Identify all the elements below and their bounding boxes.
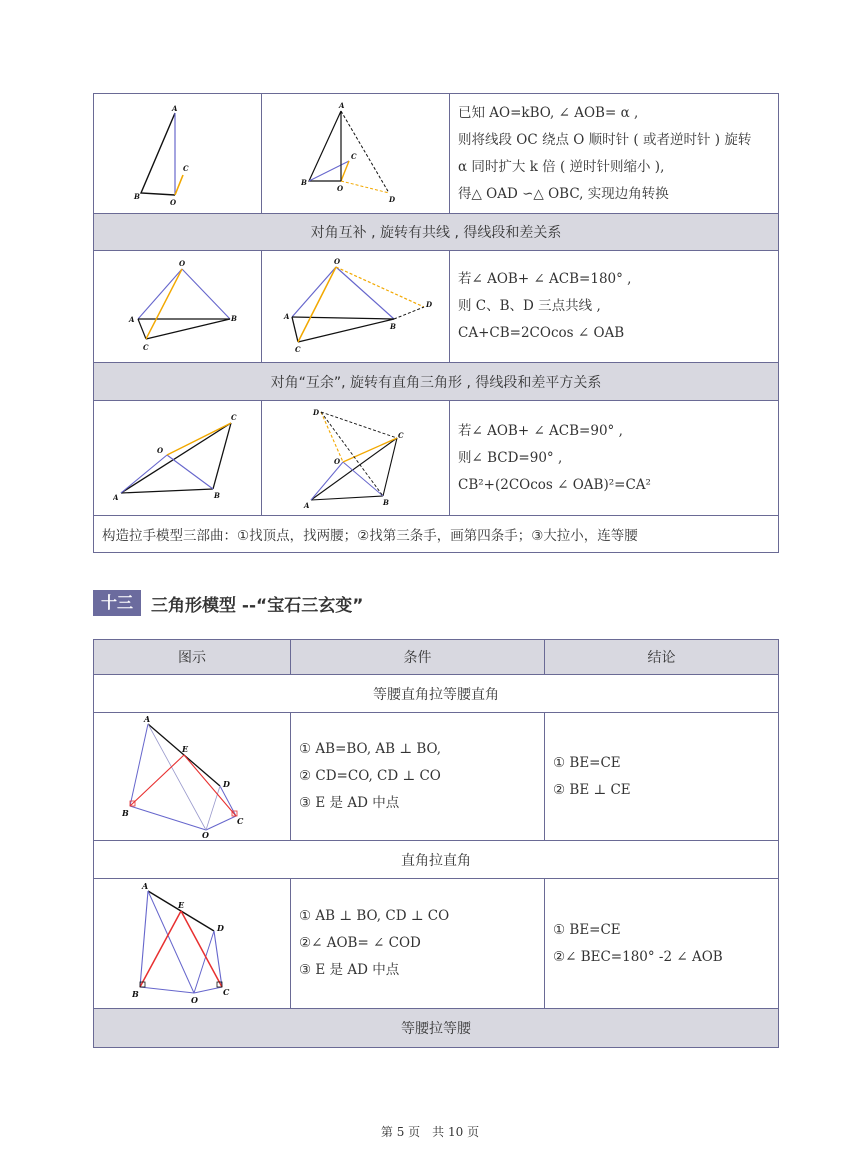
table-row: [94, 94, 779, 214]
column-header-conditions: 条件: [291, 640, 545, 675]
label-a: A: [128, 315, 134, 324]
text-line: 已知 AO=kBO, ∠ AOB= α ,: [458, 104, 639, 121]
conclusions-cell: [545, 713, 779, 841]
label-b: B: [132, 989, 139, 999]
label-d: D: [312, 407, 319, 417]
condition-line: ②∠ AOB= ∠ COD: [299, 935, 421, 951]
description-cell: [450, 251, 779, 363]
label-b: B: [389, 321, 396, 331]
figure-complementary-b: [276, 257, 436, 357]
label-o: O: [333, 256, 340, 266]
section-heading: [93, 590, 363, 616]
description-cell: [450, 94, 779, 214]
label-o: O: [178, 259, 185, 268]
figure-isosceles-right: [122, 714, 262, 839]
table-row: [94, 713, 779, 841]
table-row: [94, 251, 779, 363]
label-a: A: [171, 103, 177, 113]
page-number: 第 5 页 共 10 页: [380, 1125, 480, 1139]
text-line: 若∠ AOB+ ∠ ACB=180° ,: [458, 271, 632, 287]
figure-complementary90-a: [113, 411, 243, 506]
figure-rotation-1b: [301, 99, 411, 209]
section-header-isosceles-right: 等腰直角拉等腰直角: [94, 675, 779, 713]
label-b: B: [382, 497, 389, 507]
label-a: A: [303, 500, 309, 510]
label-c: C: [237, 816, 244, 826]
table-section-header: [94, 675, 779, 713]
figure-cell: [262, 251, 450, 363]
figure-complementary90-b: [301, 406, 411, 511]
table-row: [94, 516, 779, 553]
conclusion-line: ① BE=CE: [553, 921, 621, 938]
figure-cell: [94, 94, 262, 214]
label-b: B: [300, 177, 307, 187]
label-a: A: [142, 881, 149, 891]
figure-cell: [262, 94, 450, 214]
label-o: O: [191, 995, 198, 1005]
section-header-right-angle: 直角拉直角: [94, 841, 779, 879]
figure-cell: [262, 401, 450, 516]
section-header-complementary: 对角互补 , 旋转有共线 , 得线段和差关系: [94, 214, 779, 251]
conclusion-line: ① BE=CE: [553, 754, 621, 771]
figure-complementary-a: [118, 259, 238, 354]
text-line: CB²+(2COcos ∠ OAB)²=CA²: [458, 476, 651, 493]
label-a: A: [144, 714, 151, 724]
label-e: E: [178, 900, 185, 910]
section-number-badge: 十三: [93, 590, 141, 616]
table-header-row: [94, 640, 779, 675]
conditions-cell: [291, 879, 545, 1009]
conditions-cell: [291, 713, 545, 841]
figure-rotation-1a: [133, 99, 223, 209]
condition-line: ① AB ⊥ BO, CD ⊥ CO: [299, 908, 450, 924]
text-line: 得△ OAD ∽△ OBC, 实现边角转换: [458, 185, 669, 202]
label-c: C: [350, 151, 357, 161]
label-o: O: [169, 197, 176, 207]
column-header-conclusion: 结论: [545, 640, 779, 675]
label-b: B: [230, 314, 237, 323]
condition-line: ③ E 是 AD 中点: [299, 795, 400, 811]
table-row: [94, 879, 779, 1009]
text-line: CA+CB=2COcos ∠ OAB: [458, 325, 625, 341]
label-c: C: [223, 987, 230, 997]
table-gem-models: [93, 639, 779, 1048]
label-a: A: [283, 311, 289, 321]
label-c: C: [230, 412, 237, 422]
label-c: C: [142, 343, 149, 352]
note-cell: 构造拉手模型三部曲：①找顶点，找两腰；②找第三条手，画第四条手；③大拉小，连等腰: [94, 516, 779, 553]
table-row: [94, 401, 779, 516]
text-line: 若∠ AOB+ ∠ ACB=90° ,: [458, 422, 623, 439]
label-o: O: [156, 445, 163, 455]
text-line: 则将线段 OC 绕点 O 顺时针 ( 或者逆时针 ) 旋转: [458, 131, 752, 148]
label-a: A: [338, 100, 344, 110]
figure-cell: [94, 251, 262, 363]
conclusion-line: ② BE ⊥ CE: [553, 781, 631, 798]
label-e: E: [182, 744, 189, 754]
text-line: 则 C、B、D 三点共线 ,: [458, 298, 601, 314]
table-section-header: [94, 841, 779, 879]
description-cell: [450, 401, 779, 516]
conclusion-line: ②∠ BEC=180° -2 ∠ AOB: [553, 948, 723, 965]
condition-line: ③ E 是 AD 中点: [299, 962, 400, 978]
table-section-header: [94, 363, 779, 401]
label-b: B: [122, 808, 129, 818]
text-line: 则∠ BCD=90° ,: [458, 449, 563, 466]
figure-cell: [94, 713, 291, 841]
figure-cell: [94, 879, 291, 1009]
label-d: D: [217, 923, 224, 933]
label-o: O: [336, 183, 343, 193]
figure-cell: [94, 401, 262, 516]
label-d: D: [223, 779, 230, 789]
table-rotation-models: [93, 93, 779, 553]
label-c: C: [397, 430, 404, 440]
label-d: D: [388, 194, 395, 204]
figure-right-angle: [132, 881, 252, 1006]
label-c: C: [294, 344, 301, 354]
label-d: D: [425, 299, 432, 309]
text-line: α 同时扩大 k 倍 ( 逆时针则缩小 ),: [458, 158, 665, 175]
table-section-header: [94, 214, 779, 251]
section-header-complementary-90: 对角“互余”, 旋转有直角三角形 , 得线段和差平方关系: [94, 363, 779, 401]
label-o: O: [202, 830, 209, 839]
column-header-figure: 图示: [94, 640, 291, 675]
section-header-isosceles: 等腰拉等腰: [94, 1009, 779, 1048]
table-section-header: [94, 1009, 779, 1048]
label-c: C: [182, 163, 189, 173]
condition-line: ① AB=BO, AB ⊥ BO,: [299, 741, 442, 757]
label-b: B: [133, 191, 140, 201]
conclusions-cell: [545, 879, 779, 1009]
section-title: 三角形模型 --“宝石三玄变”: [151, 595, 364, 616]
label-o: O: [333, 456, 340, 466]
label-a: A: [112, 492, 118, 502]
label-b: B: [213, 490, 220, 500]
condition-line: ② CD=CO, CD ⊥ CO: [299, 768, 441, 784]
